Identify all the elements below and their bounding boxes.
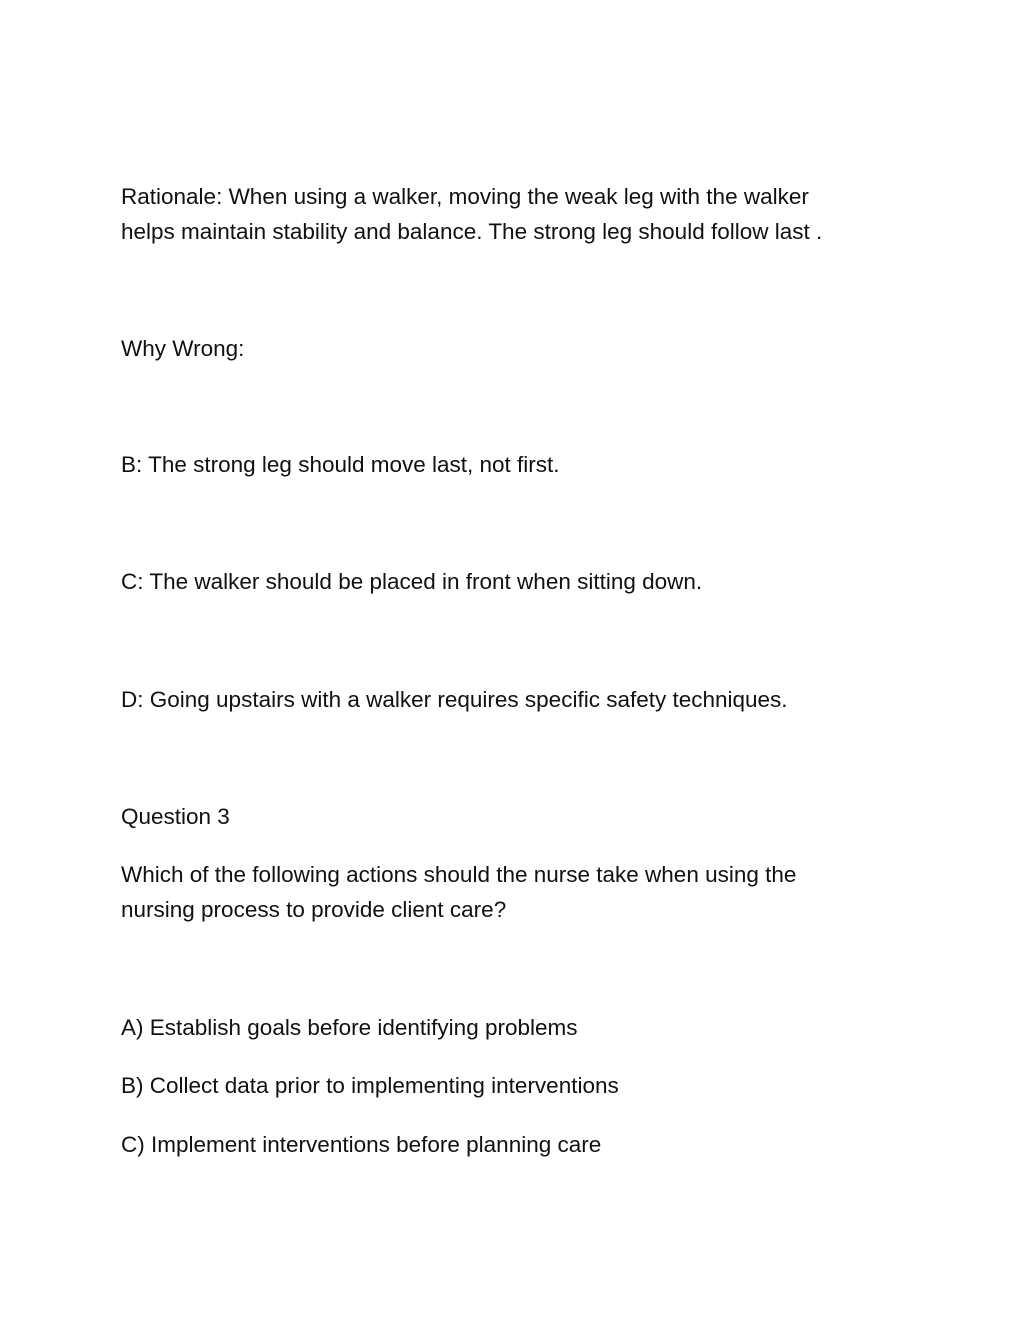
answer-option-c: C) Implement interventions before planning care [121,1132,602,1157]
question-heading: Question 3 [121,804,230,829]
rationale-paragraph [121,179,921,249]
answer-option-b: B) Collect data prior to implementing interventions [121,1073,619,1098]
answer-option-a: A) Establish goals before identifying problems [121,1015,578,1040]
question-prompt-line-2: nursing process to provide client care? [121,897,507,922]
why-wrong-item-d: D: Going upstairs with a walker requires specific safety techniques. [121,687,788,712]
question-prompt-line-1: Which of the following actions should the nurse take when using the [121,862,797,887]
why-wrong-item-b: B: The strong leg should move last, not first. [121,452,560,477]
rationale-line-1: Rationale: When using a walker, moving the weak leg with the walker [121,184,809,209]
question-prompt [121,857,921,927]
why-wrong-heading: Why Wrong: [121,336,245,361]
rationale-line-2: helps maintain stability and balance. The strong leg should follow last . [121,219,823,244]
why-wrong-item-c: C: The walker should be placed in front when sitting down. [121,569,703,594]
